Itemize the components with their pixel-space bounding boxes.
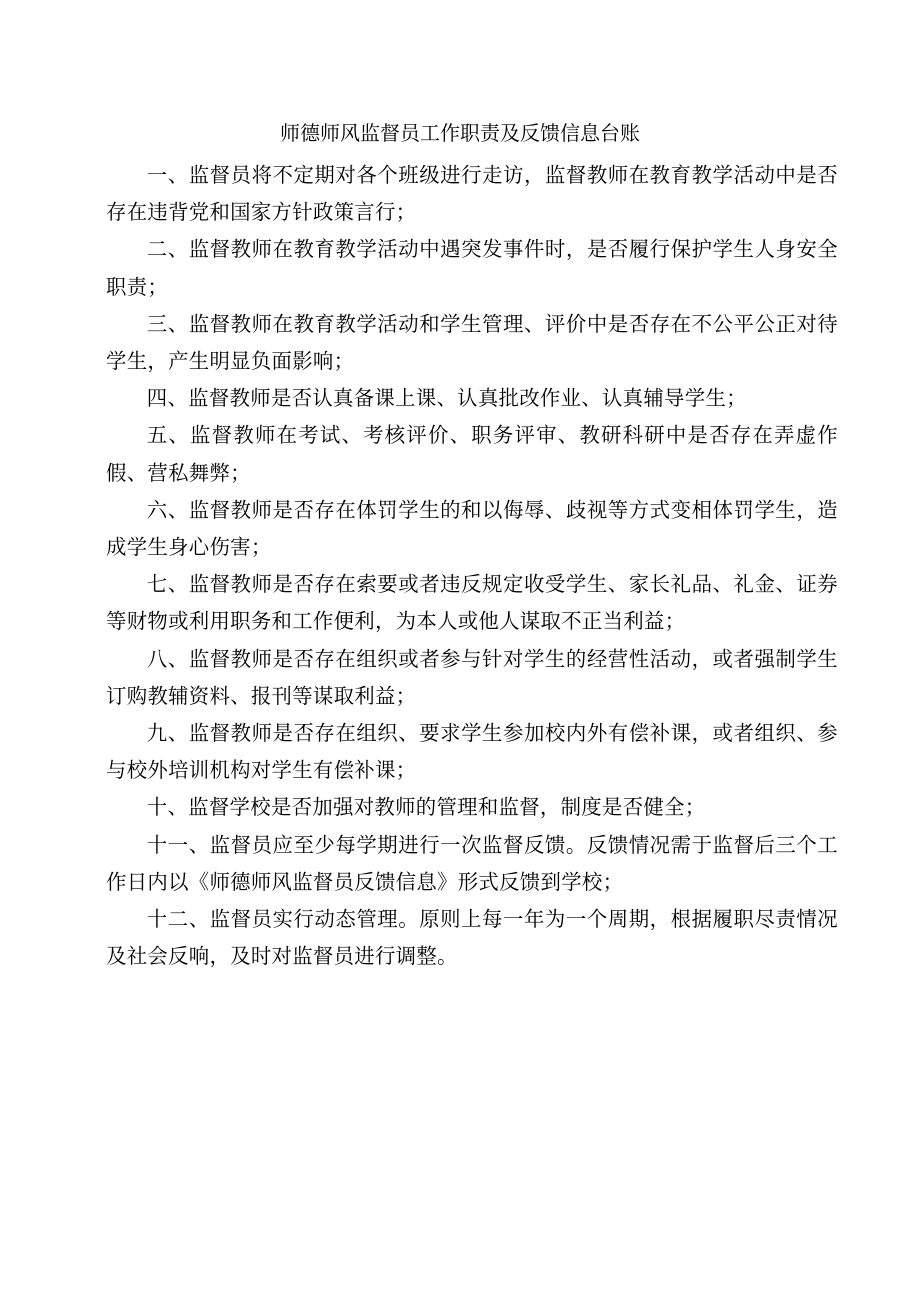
page-title: 师德师风监督员工作职责及反馈信息台账 (280, 121, 640, 145)
duty-item-3: 三、监督教师在教育教学活动和学生管理、评价中是否存在不公平公正对待学生，产生明显负面影响； (106, 311, 838, 374)
duty-item-2: 二、监督教师在教育教学活动中遇突发事件时，是否履行保护学生人身安全职责； (106, 237, 838, 299)
duty-list (106, 157, 838, 975)
duty-item-8: 八、监督教师是否存在组织或者参与针对学生的经营性活动，或者强制学生订购教辅资料、报刊等谋取利益； (106, 646, 838, 708)
duty-item-11: 十一、监督员应至少每学期进行一次监督反馈。反馈情况需于监督后三个工作日内以《师德师风监督员反馈信息》形式反馈到学校； (106, 832, 838, 894)
duty-item-1: 一、监督员将不定期对各个班级进行走访，监督教师在教育教学活动中是否存在违背党和国家方针政策言行； (106, 163, 838, 225)
duty-item-6: 六、监督教师是否存在体罚学生的和以侮辱、歧视等方式变相体罚学生，造成学生身心伤害； (106, 497, 838, 560)
duty-item-12: 十二、监督员实行动态管理。原则上每一年为一个周期，根据履职尽责情况及社会反响，及时对监督员进行调整。 (106, 907, 838, 969)
duty-item-4: 四、监督教师是否认真备课上课、认真批改作业、认真辅导学生； (146, 386, 747, 411)
duty-item-10: 十、监督学校是否加强对教师的管理和监督，制度是否健全； (146, 795, 706, 820)
duty-item-5: 五、监督教师在考试、考核评价、职务评审、教研科研中是否存在弄虚作假、营私舞弊； (106, 423, 838, 485)
duty-item-9: 九、监督教师是否存在组织、要求学生参加校内外有偿补课，或者组织、参与校外培训机构对学生有偿补课； (106, 721, 838, 783)
duty-item-7: 七、监督教师是否存在索要或者违反规定收受学生、家长礼品、礼金、证券等财物或利用职务和工作便利，为本人或他人谋取不正当利益； (106, 572, 838, 634)
